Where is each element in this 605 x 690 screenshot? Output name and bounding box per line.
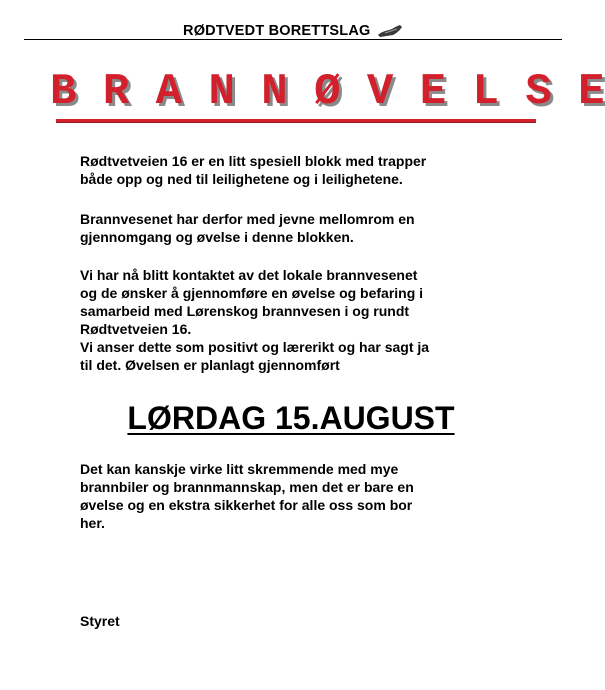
text-line: samarbeid med Lørenskog brannvesen i og rundt [80,303,410,319]
title-letter: N [208,67,235,117]
title-letter: A [155,67,183,117]
exercise-date: LØRDAG 15.AUGUST [127,400,455,436]
paragraph-exercise [80,266,520,374]
text-line: både opp og ned til leilighetene og i leilighetene. [80,171,403,187]
title-letter: E [419,67,447,117]
text-line: Rødtvetveien 16 er en litt spesiell blokk med trapper [80,153,427,169]
text-line: Vi anser dette som positivt og lærerikt og har sagt ja [80,339,430,355]
signature-text: Styret [80,613,120,629]
title-letter: N [261,67,288,117]
title-letter: R [102,67,130,117]
text-line: Brannvesenet har derfor med jevne mellomrom en [80,211,415,227]
text-line: øvelse og en ekstra sikkerhet for alle oss som bor [80,497,413,513]
page-title [50,66,605,118]
text-line: til det. Øvelsen er planlagt gjennomført [80,357,340,373]
title-letter: E [578,67,605,117]
signature [80,612,520,630]
shoe-logo-icon [377,24,403,38]
text-line: og de ønsker å gjennomføre en øvelse og befaring i [80,285,424,301]
title-letter: L [472,67,499,117]
title-underline [56,119,536,122]
paragraph-reassurance [80,460,520,532]
title-letter: V [366,67,394,117]
organization-name: RØDTVEDT BORETTSLAG [183,22,371,39]
title-letter: Ø [314,67,341,117]
text-line: Det kan kanskje virke litt skremmende med mye [80,461,399,477]
text-line: her. [80,515,105,531]
header-divider [24,39,562,40]
text-line: Rødtvetveien 16. [80,321,192,337]
title-letter: S [525,67,552,117]
text-line: brannbiler og brannmannskap, men det er bare en [80,479,414,495]
title-letter: B [50,67,77,117]
text-line: gjennomgang og øvelse i denne blokken. [80,229,354,245]
paragraph-intro [80,152,520,188]
text-line: Vi har nå blitt kontaktet av det lokale brannvesenet [80,267,418,283]
paragraph-fire-department [80,210,520,246]
